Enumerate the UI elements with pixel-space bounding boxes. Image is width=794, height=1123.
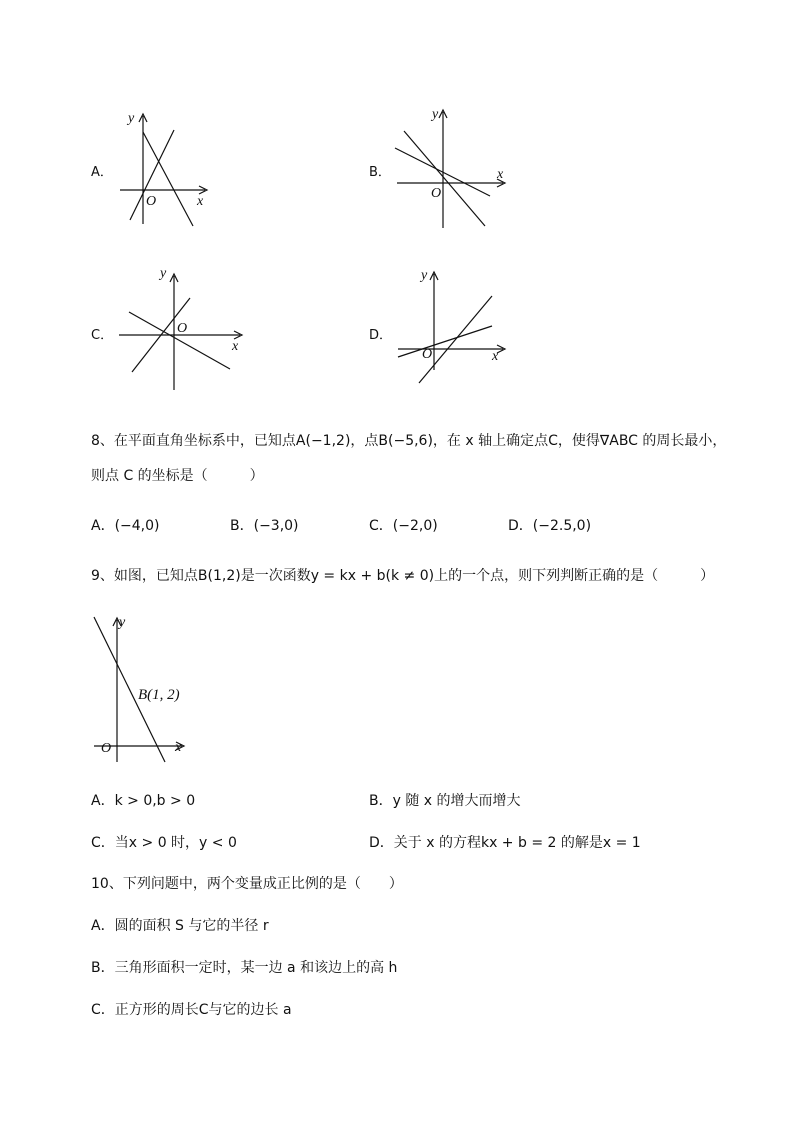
q8-stem-line1: 8、在平面直角坐标系中，已知点A(−1,2)，点B(−5,6)，在 x 轴上确定点C，使得∇ABC 的周长最小， xyxy=(91,433,727,449)
option-d-label[interactable]: D． xyxy=(369,328,393,343)
option-c-x-label: x xyxy=(232,339,239,354)
q8-option-c[interactable]: C．(−2,0) xyxy=(369,518,438,534)
q8-option-a[interactable]: A．(−4,0) xyxy=(91,518,160,534)
q10-option-b[interactable]: B．三角形面积一定时，某一边 a 和该边上的高 h xyxy=(91,960,398,976)
option-b-x-label: x xyxy=(497,167,504,182)
option-a-origin-label: O xyxy=(146,194,157,209)
q9-option-d[interactable]: D．关于 x 的方程kx + b = 2 的解是x = 1 xyxy=(369,835,641,851)
q9-point-b-label: B(1, 2) xyxy=(138,687,180,703)
q9-origin-label: O xyxy=(101,741,112,756)
q9-option-b[interactable]: B．y 随 x 的增大而增大 xyxy=(369,793,521,809)
option-d-y-label: y xyxy=(421,268,428,283)
option-c-y-label: y xyxy=(160,266,167,281)
q9-y-label: y xyxy=(119,615,126,630)
q9-option-a[interactable]: A．k > 0,b > 0 xyxy=(91,793,196,809)
q10-stem: 10、下列问题中，两个变量成正比例的是（ ） xyxy=(91,876,403,892)
q9-x-label: x xyxy=(175,740,182,755)
option-b-label[interactable]: B． xyxy=(369,165,391,180)
q8-stem-line2: 则点 C 的坐标是（ ） xyxy=(91,468,264,484)
q8-option-b[interactable]: B．(−3,0) xyxy=(230,518,299,534)
q8-option-d[interactable]: D．(−2.5,0) xyxy=(508,518,592,534)
option-d-x-label: x xyxy=(492,349,499,364)
q9-stem: 9、如图，已知点B(1,2)是一次函数y = kx + b(k ≠ 0)上的一个点，则下列判断正确的是（ ） xyxy=(91,568,715,584)
option-a-label[interactable]: A． xyxy=(91,165,113,180)
option-d-origin-label: O xyxy=(422,347,433,362)
q10-option-a[interactable]: A．圆的面积 S 与它的半径 r xyxy=(91,918,269,934)
q9-option-c[interactable]: C．当x > 0 时，y < 0 xyxy=(91,835,237,851)
option-b-y-label: y xyxy=(432,107,439,122)
option-a-x-label: x xyxy=(197,194,204,209)
option-c-origin-label: O xyxy=(177,321,188,336)
option-a-y-label: y xyxy=(128,111,135,126)
option-c-label[interactable]: C． xyxy=(91,328,114,343)
option-b-origin-label: O xyxy=(431,186,442,201)
q10-option-c[interactable]: C．正方形的周长C与它的边长 a xyxy=(91,1002,292,1018)
